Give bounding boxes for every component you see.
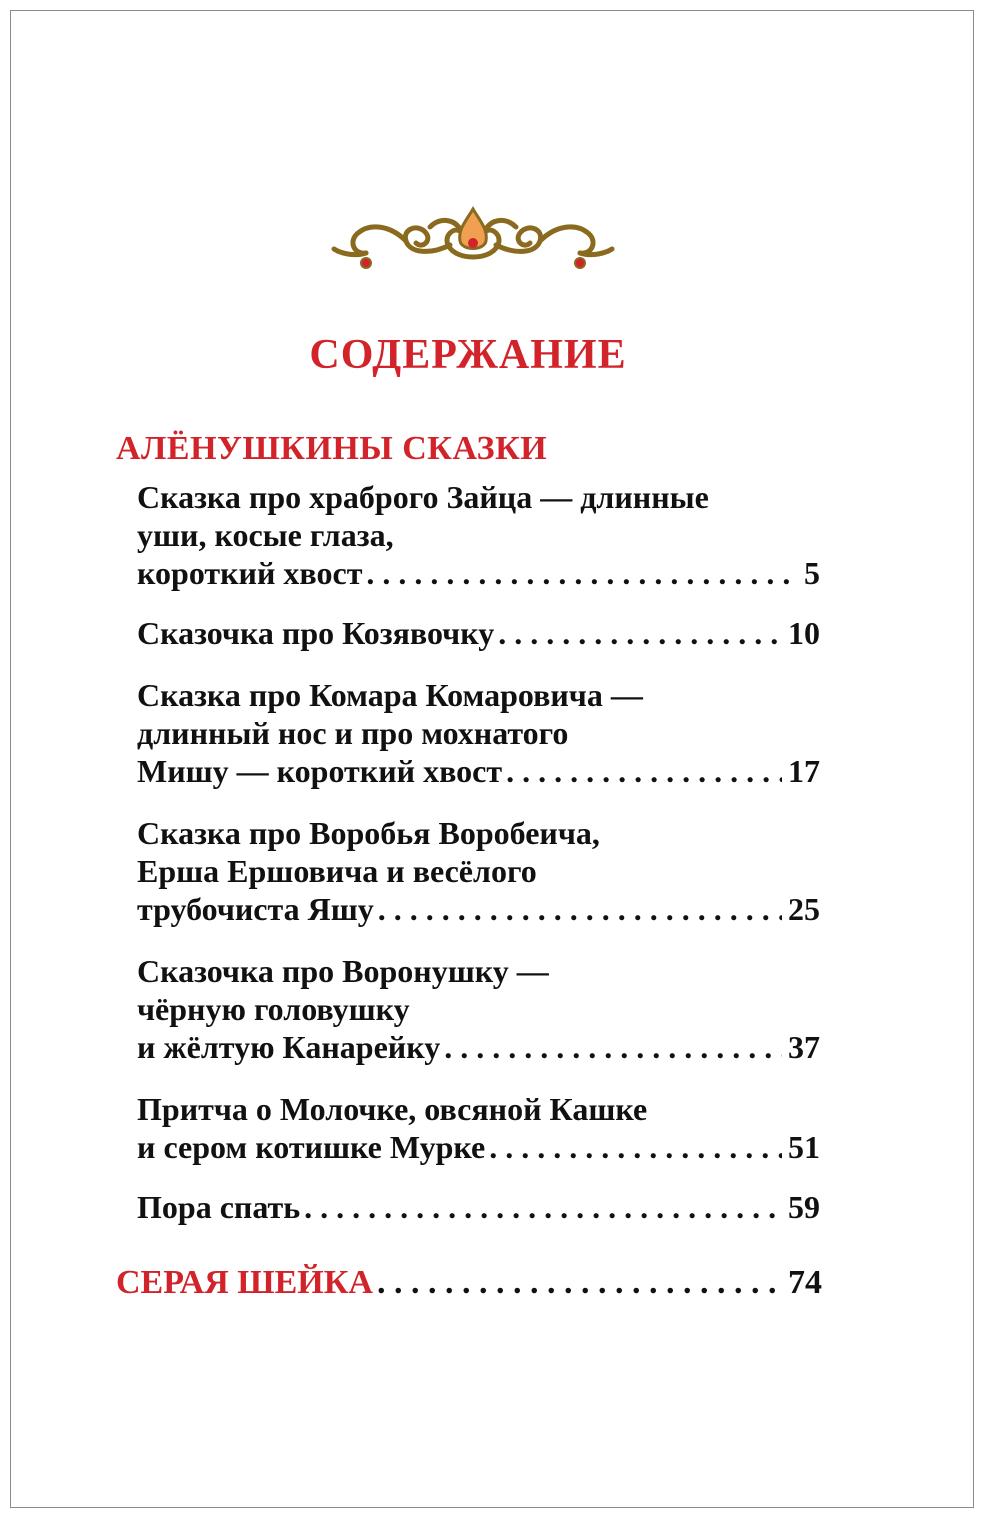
toc-entry-line: Притча о Молочке, овсяной Кашке [137, 1091, 648, 1127]
toc-entry-line: короткий хвост [137, 555, 363, 591]
decorative-ornament-icon [330, 205, 616, 275]
toc-entry[interactable] [137, 952, 820, 1066]
toc-entry[interactable] [137, 814, 820, 928]
page-number: 51 [788, 1129, 820, 1165]
page-number: 59 [788, 1189, 820, 1225]
toc-entry-line: Сказка про Воробья Воробеича, [137, 815, 600, 851]
toc-entry[interactable] [137, 1090, 820, 1166]
dot-leader [378, 890, 782, 928]
page-number: 74 [788, 1264, 822, 1301]
toc-entry-line: и сером котишке Мурке [137, 1129, 486, 1165]
toc-entry-line: трубочиста Яшу [137, 891, 374, 927]
dot-leader [489, 1128, 782, 1166]
dot-leader [498, 614, 782, 652]
toc-entry-line: Ерша Ершовича и весёлого [137, 853, 537, 889]
toc-entry[interactable] [137, 1188, 820, 1226]
toc-entry-line: Сказочка про Воронушку — [137, 953, 549, 989]
toc-entry-line: длинный нос и про мохнатого [137, 715, 569, 751]
toc-entry-line: и жёлтую Канарейку [137, 1029, 441, 1065]
toc-entry[interactable] [137, 614, 820, 652]
page-number: 25 [788, 891, 820, 927]
page-number: 10 [788, 615, 820, 651]
toc-entry-line: Сказка про Комара Комаровича — [137, 677, 643, 713]
toc-entry[interactable] [137, 676, 820, 790]
dot-leader [377, 1262, 782, 1304]
page-number: 37 [788, 1029, 820, 1065]
toc-entry-line: Сказочка про Козявочку [137, 615, 495, 651]
page-number: 5 [804, 555, 820, 591]
dot-leader [506, 752, 782, 790]
toc-entry-line: чёрную головушку [137, 991, 410, 1027]
section-heading-alenushkiny-skazki: АЛЁНУШКИНЫ СКАЗКИ [116, 430, 548, 467]
dot-leader [366, 554, 790, 592]
page-title: СОДЕРЖАНИЕ [309, 332, 627, 378]
toc-entry-line: Пора спать [137, 1189, 301, 1225]
toc-entry-line: Сказка про храброго Зайца — длинные [137, 479, 709, 515]
section-entry-seraya-sheika[interactable] [116, 1262, 822, 1304]
toc-entry-line: уши, косые глаза, [137, 517, 394, 553]
toc-entry-line: Мишу — короткий хвост [137, 753, 503, 789]
dot-leader [444, 1028, 782, 1066]
toc-entry[interactable] [137, 478, 820, 592]
section-heading-seraya-sheika: СЕРАЯ ШЕЙКА [116, 1264, 373, 1301]
dot-leader [304, 1188, 782, 1226]
page-number: 17 [788, 753, 820, 789]
